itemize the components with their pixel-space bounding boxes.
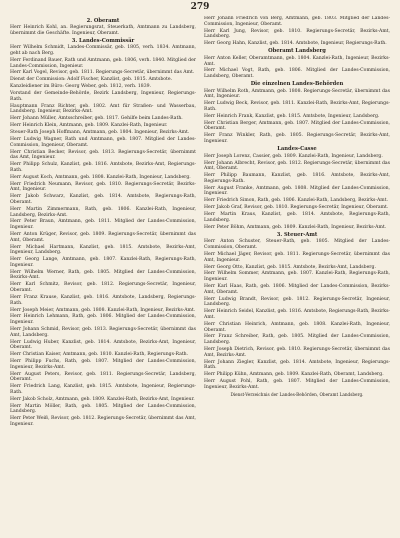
list-entry: Dienst der Commission: Adolf Fischer, Kanzlist, geb. 1815. Amtsbote. (10, 77, 173, 83)
list-entry: Herr Christian Berger, Amtmann, geb. 1807. Mitglied der Landes-Commission, Oberamt. (204, 120, 390, 132)
list-entry: Herr August Pohl, Rath, geb. 1807. Mitglied der Landes-Commission, Ingenieur, Bezirks-Amt. (204, 379, 390, 390)
list-entry: Herr Heinrich Seidel, Kanzlist, geb. 1816. Amtsbote, Regierungs-Rath, Bezirks-Amt. (204, 309, 390, 320)
footnote: Dienst-Verzeichnis der Landes-Behörden, Oberamt Landsberg. (230, 392, 364, 398)
list-entry: Herr Michael Jäger, Revisor, geb. 1811. Regierungs-Secretär, übernimmt das Amt, Ingenieur. (204, 251, 390, 263)
list-entry: Herr August Franke, Amtmann, geb. 1808. Mitglied der Landes-Commission, Ingenieur. (204, 185, 390, 197)
list-entry: Herr Anton Schuster, Steuer-Rath, geb. 1805. Mitglied der Landes-Commission, Oberamt. (204, 239, 390, 251)
list-entry: Herr Joseph Meier, Amtmann, geb. 1808. Kanzlei-Rath, Ingenieur, Bezirks-Amt. (10, 307, 196, 313)
list-entry: Herr August Peters, Revisor, geb. 1811. Regierungs-Secretär, Landsberg, Oberamt. (10, 371, 196, 383)
list-entry: Herr Michael Hartmann, Kanzlist, geb. 1815. Amtsbote, Bezirks-Amt, Ingenieur, Landsberg. (10, 244, 196, 256)
list-entry: Herr Friedrich Lang, Kanzlist, geb. 1815. Amtsbote, Ingenieur, Regierungs-Rath. (10, 384, 196, 395)
list-entry: Herr Ludwig Beck, Revisor, geb. 1811. Kanzlei-Rath, Bezirks-Amt, Regierungs-Rath. (204, 101, 390, 112)
list-entry: Herr Heinrich Frank, Kanzlist, geb. 1815. Amtsbote, Ingenieur, Landsberg. (204, 113, 380, 119)
section-heading: Oberamt Landsberg (268, 48, 326, 55)
list-entry: Herr Jakob Scholz, Amtmann, geb. 1809. Kanzlei-Rath, Bezirks-Amt, Ingenieur. (10, 396, 195, 402)
list-entry: Herr Michael Vogt, Rath, geb. 1806. Mitglied der Landes-Commission, Landsberg, Oberamt. (204, 68, 390, 80)
section-heading: Die einzelnen Landes-Behörden (250, 81, 344, 88)
list-entry: Herr Karl Schmitz, Revisor, geb. 1812. Regierungs-Secretär, Ingenieur, Oberamt. (10, 282, 196, 294)
list-entry: Herr Martin Kraus, Kanzlist, geb. 1814. Amtsbote, Regierungs-Rath, Landsberg. (204, 212, 390, 223)
list-entry: Herr Johann Ziegler, Kanzlist, geb. 1814. Amtsbote, Ingenieur, Regierungs-Rath. (204, 359, 390, 371)
section-heading: 3. Steuer-Amt (276, 231, 318, 238)
list-entry: Herr Christian Kaiser, Amtmann, geb. 1810. Kanzlei-Rath, Regierungs-Rath. (10, 352, 189, 358)
list-entry: Herr Peter Weiß, Revisor, geb. 1812. Regierungs-Secretär, übernimmt das Amt, Ingenieur. (10, 416, 196, 428)
list-entry: Herr Philipp Baumann, Kanzlist, geb. 1816. Amtsbote, Bezirks-Amt, Regierungs-Rath. (204, 173, 390, 184)
list-entry: Herr Martin Möller, Rath, geb. 1805. Mitglied der Landes-Commission, Landsberg. (10, 403, 196, 415)
list-entry: Steuer-Rath Joseph Hoffmann, Amtmann, geb. 1804. Ingenieur, Bezirks-Amt. (10, 130, 190, 136)
list-entry: Herr Franz Krause, Kanzlist, geb. 1816. Amtsbote, Landsberg, Regierungs-Rath. (10, 294, 196, 306)
list-entry: Herr Ferdinand Bauer, Rath und Amtmann, geb. 1806, verh. 1840. Mitglied der Landes-Commission, Ingenieur. (10, 57, 196, 69)
list-entry: Herr Georg Lange, Amtmann, geb. 1807. Kanzlei-Rath, Regierungs-Rath, Ingenieur. (10, 257, 196, 268)
list-entry: Herr Philipp Fuchs, Rath, geb. 1807. Mitglied der Landes-Commission, Ingenieur, Bezirks-Amt. (10, 359, 196, 370)
list-entry: Herr Philipp Schulz, Kanzlist, geb. 1816. Amtsbote, Bezirks-Amt, Regierungs-Rath. (10, 162, 196, 173)
list-entry: Herr Anton Krüger, Revisor, geb. 1809. Regierungs-Secretär, übernimmt das Amt, Oberamt. (10, 231, 196, 243)
list-entry: Herr Ludwig Huber, Kanzlist, geb. 1814. Amtsbote, Bezirks-Amt, Ingenieur, Oberamt. (10, 339, 196, 351)
section-heading: Landes-Casse (277, 146, 317, 153)
list-entry: Herr Karl Vogel, Revisor, geb. 1811. Regierungs-Secretär, übernimmt das Amt. (10, 70, 195, 76)
list-entry: Vorstand der Gemeinde-Behörde, Bezirk Landsberg, Ingenieur, Regierungs-Rath. (10, 91, 196, 102)
list-entry: Herr Heinrich Lehmann, Rath, geb. 1806. Mitglied der Landes-Commission, Ingenieur. (10, 314, 196, 326)
list-entry: Herr Peter Böhm, Amtmann, geb. 1809. Kanzlei-Rath, Ingenieur, Bezirks-Amt. (204, 224, 387, 230)
list-entry: Herr Franz Winkler, Rath, geb. 1805. Regierungs-Secretär, Bezirks-Amt, Ingenieur. (204, 133, 390, 145)
list-entry: Herr Georg Hahn, Kanzlist, geb. 1814. Amtsbote, Ingenieur, Regierungs-Rath. (204, 41, 387, 47)
list-entry: Herr Christian Heinrich, Amtmann, geb. 1808. Kanzlei-Rath, Ingenieur, Oberamt. (204, 321, 390, 333)
list-entry: Herr Georg Otto, Kanzlist, geb. 1815. Amtsbote, Bezirks-Amt, Landsberg. (204, 264, 376, 270)
list-entry: Herr Friedrich Neumann, Revisor, geb. 1810. Regierungs-Secretär, Bezirks-Amt, Ingenieur. (10, 181, 196, 193)
left-column (10, 16, 196, 524)
list-entry: Herr Heinrich Kohl, an. Regierungsrat, Steuerkath, Amtmann zu Landsberg, übernimmt die Geschäfte. Ingenieur, Oberamt. (10, 24, 196, 36)
text-columns (10, 16, 390, 524)
list-entry: Herr Jakob Schwarz, Kanzlist, geb. 1814. Amtsbote, Regierungs-Rath, Oberamt. (10, 194, 196, 205)
list-entry: Hauptmann Franz Richter, geb. 1802. Amt für Straßen- und Wasserbau, Landsberg. Ingenieur, Bezirks-Amt. (10, 103, 196, 115)
page-number: 279 (190, 2, 210, 12)
list-entry: Herr Martin Zimmermann, Rath, geb. 1806. Kanzlei-Rath, Ingenieur, Landsberg, Bezirks-Amt. (10, 206, 196, 218)
list-entry: Herr August Koch, Amtmann, geb. 1808. Kanzlei-Rath, Ingenieur, Landsberg. (10, 174, 191, 180)
list-entry: Herr Johann Albrecht, Revisor, geb. 1812. Regierungs-Secretär, übernimmt das Amt, Oberamt. (204, 160, 390, 172)
list-entry: Herr Ludwig Brandt, Revisor, geb. 1812. Regierungs-Secretär, Ingenieur, Landsberg. (204, 296, 390, 308)
list-entry: Herr Wilhelm Roth, Amtmann, geb. 1808. Regierungs-Secretär, übernimmt das Amt, Ingenieur. (204, 88, 390, 100)
list-entry: Herr Franz Schreiber, Rath, geb. 1805. Mitglied der Landes-Commission, Landsberg. (204, 334, 390, 346)
list-entry: Herr Wilhelm Werner, Rath, geb. 1805. Mitglied der Landes-Commission, Bezirks-Amt. (10, 269, 196, 281)
list-entry: Herr Karl Jung, Revisor, geb. 1810. Regierungs-Secretär, Bezirks-Amt, Landsberg. (204, 28, 390, 40)
list-entry: Herr Johann Müller, Amtsschreiber, geb. 1817. Gehilfe beim Landes-Rath. (10, 116, 183, 122)
list-entry: Herr Philipp Kühn, Amtmann, geb. 1809. Kanzlei-Rath, Oberamt, Landsberg. (204, 372, 384, 378)
list-entry: Herr Ludwig Wagner, Rath und Amtmann, geb. 1807. Mitglied der Landes-Commission, Ingenieur, Oberamt. (10, 136, 196, 148)
list-entry: Herr Jakob Graf, Revisor, geb. 1810. Regierungs-Secretär, Ingenieur, Oberamt. (204, 205, 389, 211)
list-entry: Herr Wilhelm Sommer, Amtmann, geb. 1807. Kanzlei-Rath, Regierungs-Rath, Ingenieur. (204, 271, 390, 283)
list-entry: Herr Wilhelm Schmidt, Landes-Commissär, geb. 1805, verh. 1834. Amtmann, geht ab nach Berg. (10, 45, 196, 56)
list-entry: Herr Christian Becker, Revisor, geb. 1813. Regierungs-Secretär, übernimmt das Amt, Ingenieur. (10, 149, 196, 161)
list-entry: Herr Johann Friedrich von Berg, Amtmann, geb. 1803. Mitglied der Landes-Commission, Ingenieur, Oberamt. (204, 16, 390, 27)
section-heading: 2. Oberamt (86, 17, 120, 24)
list-entry: Herr Friedrich Simon, Rath, geb. 1806. Kanzlei-Rath, Landsberg, Bezirks-Amt. (204, 198, 388, 204)
list-entry: Herr Anton Keller, Oberamtmann, geb. 1804. Kanzlei-Rath, Ingenieur, Bezirks-Amt. (204, 55, 390, 67)
right-column (204, 16, 390, 524)
list-entry: Herr Joseph Dietrich, Revisor, geb. 1810. Regierungs-Secretär, übernimmt das Amt, Bezirks-Amt. (204, 346, 390, 358)
list-entry: Herr Heinrich Klein, Amtmann, geb. 1809. Kanzlei-Rath, Ingenieur. (10, 123, 168, 129)
list-entry: Herr Karl Haas, Rath, geb. 1806. Mitglied der Landes-Commission, Bezirks-Amt, Oberamt. (204, 284, 390, 295)
list-entry: Herr Peter Braun, Amtmann, geb. 1811. Mitglied der Landes-Commission, Ingenieur. (10, 219, 196, 231)
section-heading: 3. Landes-Commissär (71, 37, 135, 44)
list-entry: Herr Joseph Lorenz, Cassier, geb. 1809. Kanzlei-Rath, Ingenieur, Landsberg. (204, 153, 383, 159)
list-entry: Herr Johann Schmid, Revisor, geb. 1813. Regierungs-Secretär, übernimmt das Amt, Landsberg. (10, 327, 196, 338)
list-entry: Kanzleidiener im Büro: Georg Weber, geb. 1812, verh. 1839. (10, 84, 152, 90)
